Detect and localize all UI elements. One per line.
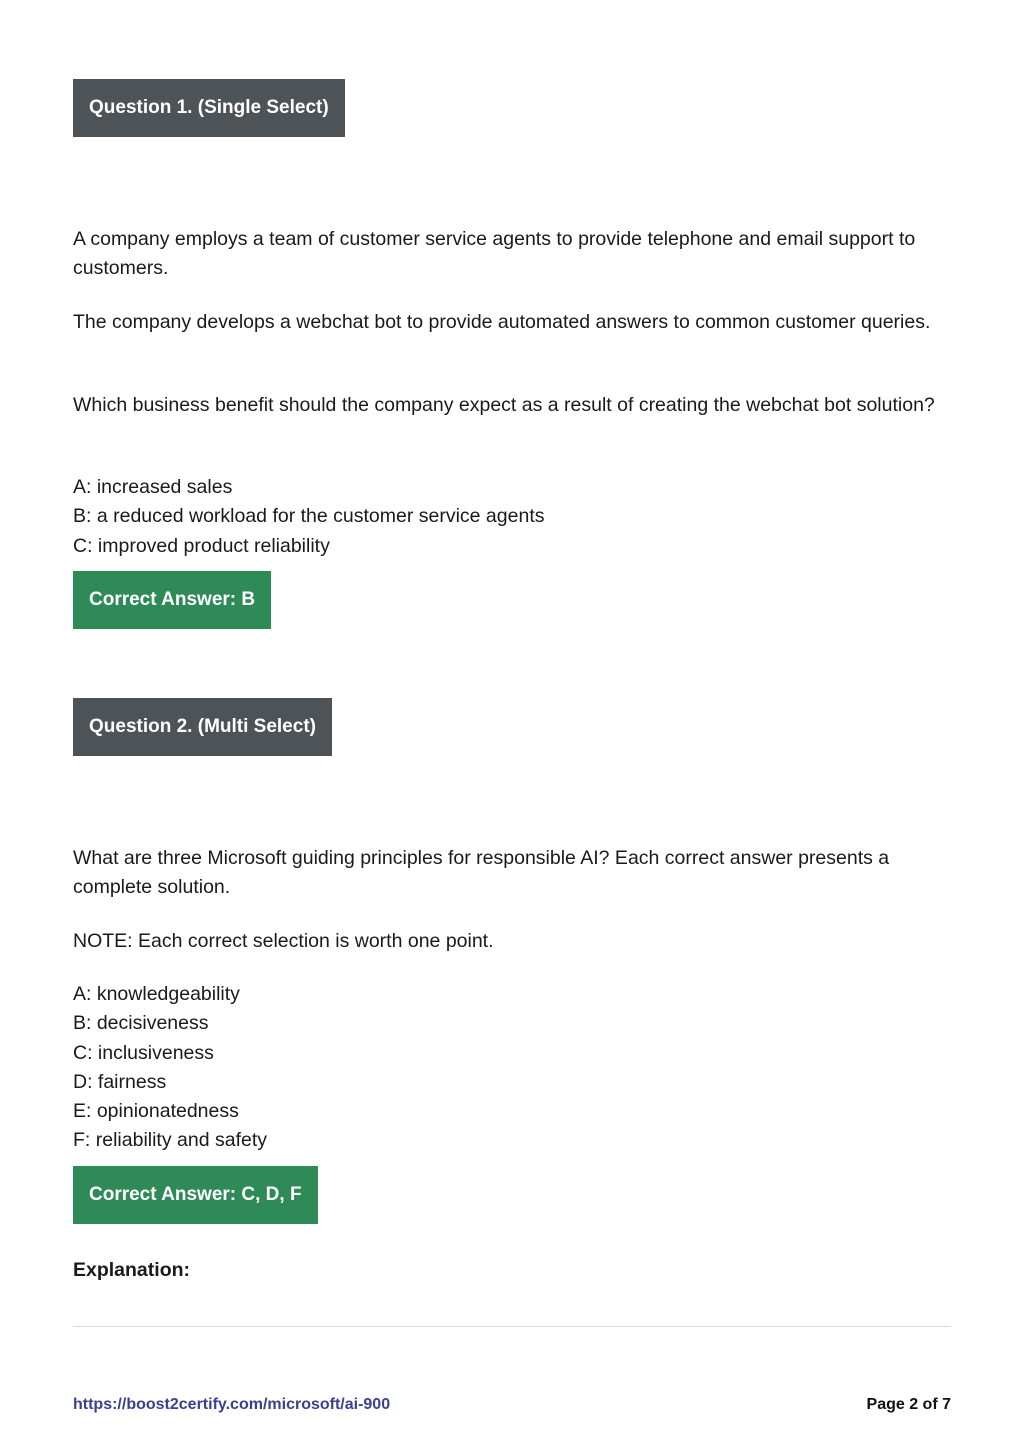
- option-b: B: decisiveness: [73, 1012, 209, 1035]
- footer-link[interactable]: https://boost2certify.com/microsoft/ai-900: [73, 1396, 391, 1413]
- question-2-options: [73, 980, 267, 1156]
- question-1-header: Question 1. (Single Select): [73, 79, 345, 137]
- question-1-options: [73, 473, 545, 561]
- question-1-correct-answer: Correct Answer: B: [73, 571, 271, 629]
- option-c: C: improved product reliability: [73, 534, 330, 557]
- page-number: Page 2 of 7: [866, 1396, 951, 1413]
- option-d: D: fairness: [73, 1070, 167, 1093]
- option-f: F: reliability and safety: [73, 1129, 268, 1152]
- question-1-text: Which business benefit should the company expect as a result of creating the webchat bot solution?: [73, 394, 935, 416]
- question-2-correct-answer: Correct Answer: C, D, F: [73, 1166, 318, 1224]
- question-2-text: What are three Microsoft guiding principles for responsible AI? Each correct answer presents a complete solution.: [73, 847, 890, 898]
- option-a: A: increased sales: [73, 476, 233, 498]
- option-a: A: knowledgeability: [73, 983, 240, 1005]
- footer-divider: [73, 1326, 951, 1327]
- option-c: C: inclusiveness: [73, 1041, 214, 1064]
- question-2-header: Question 2. (Multi Select): [73, 698, 332, 756]
- question-1-text: The company develops a webchat bot to provide automated answers to common customer queries.: [73, 311, 931, 333]
- explanation-label: Explanation:: [73, 1259, 191, 1281]
- option-b: B: a reduced workload for the customer service agents: [73, 505, 545, 528]
- option-e: E: opinionatedness: [73, 1100, 239, 1123]
- question-2-text: NOTE: Each correct selection is worth one point.: [73, 930, 494, 952]
- question-1-text: A company employs a team of customer service agents to provide telephone and email support to customers.: [73, 228, 916, 279]
